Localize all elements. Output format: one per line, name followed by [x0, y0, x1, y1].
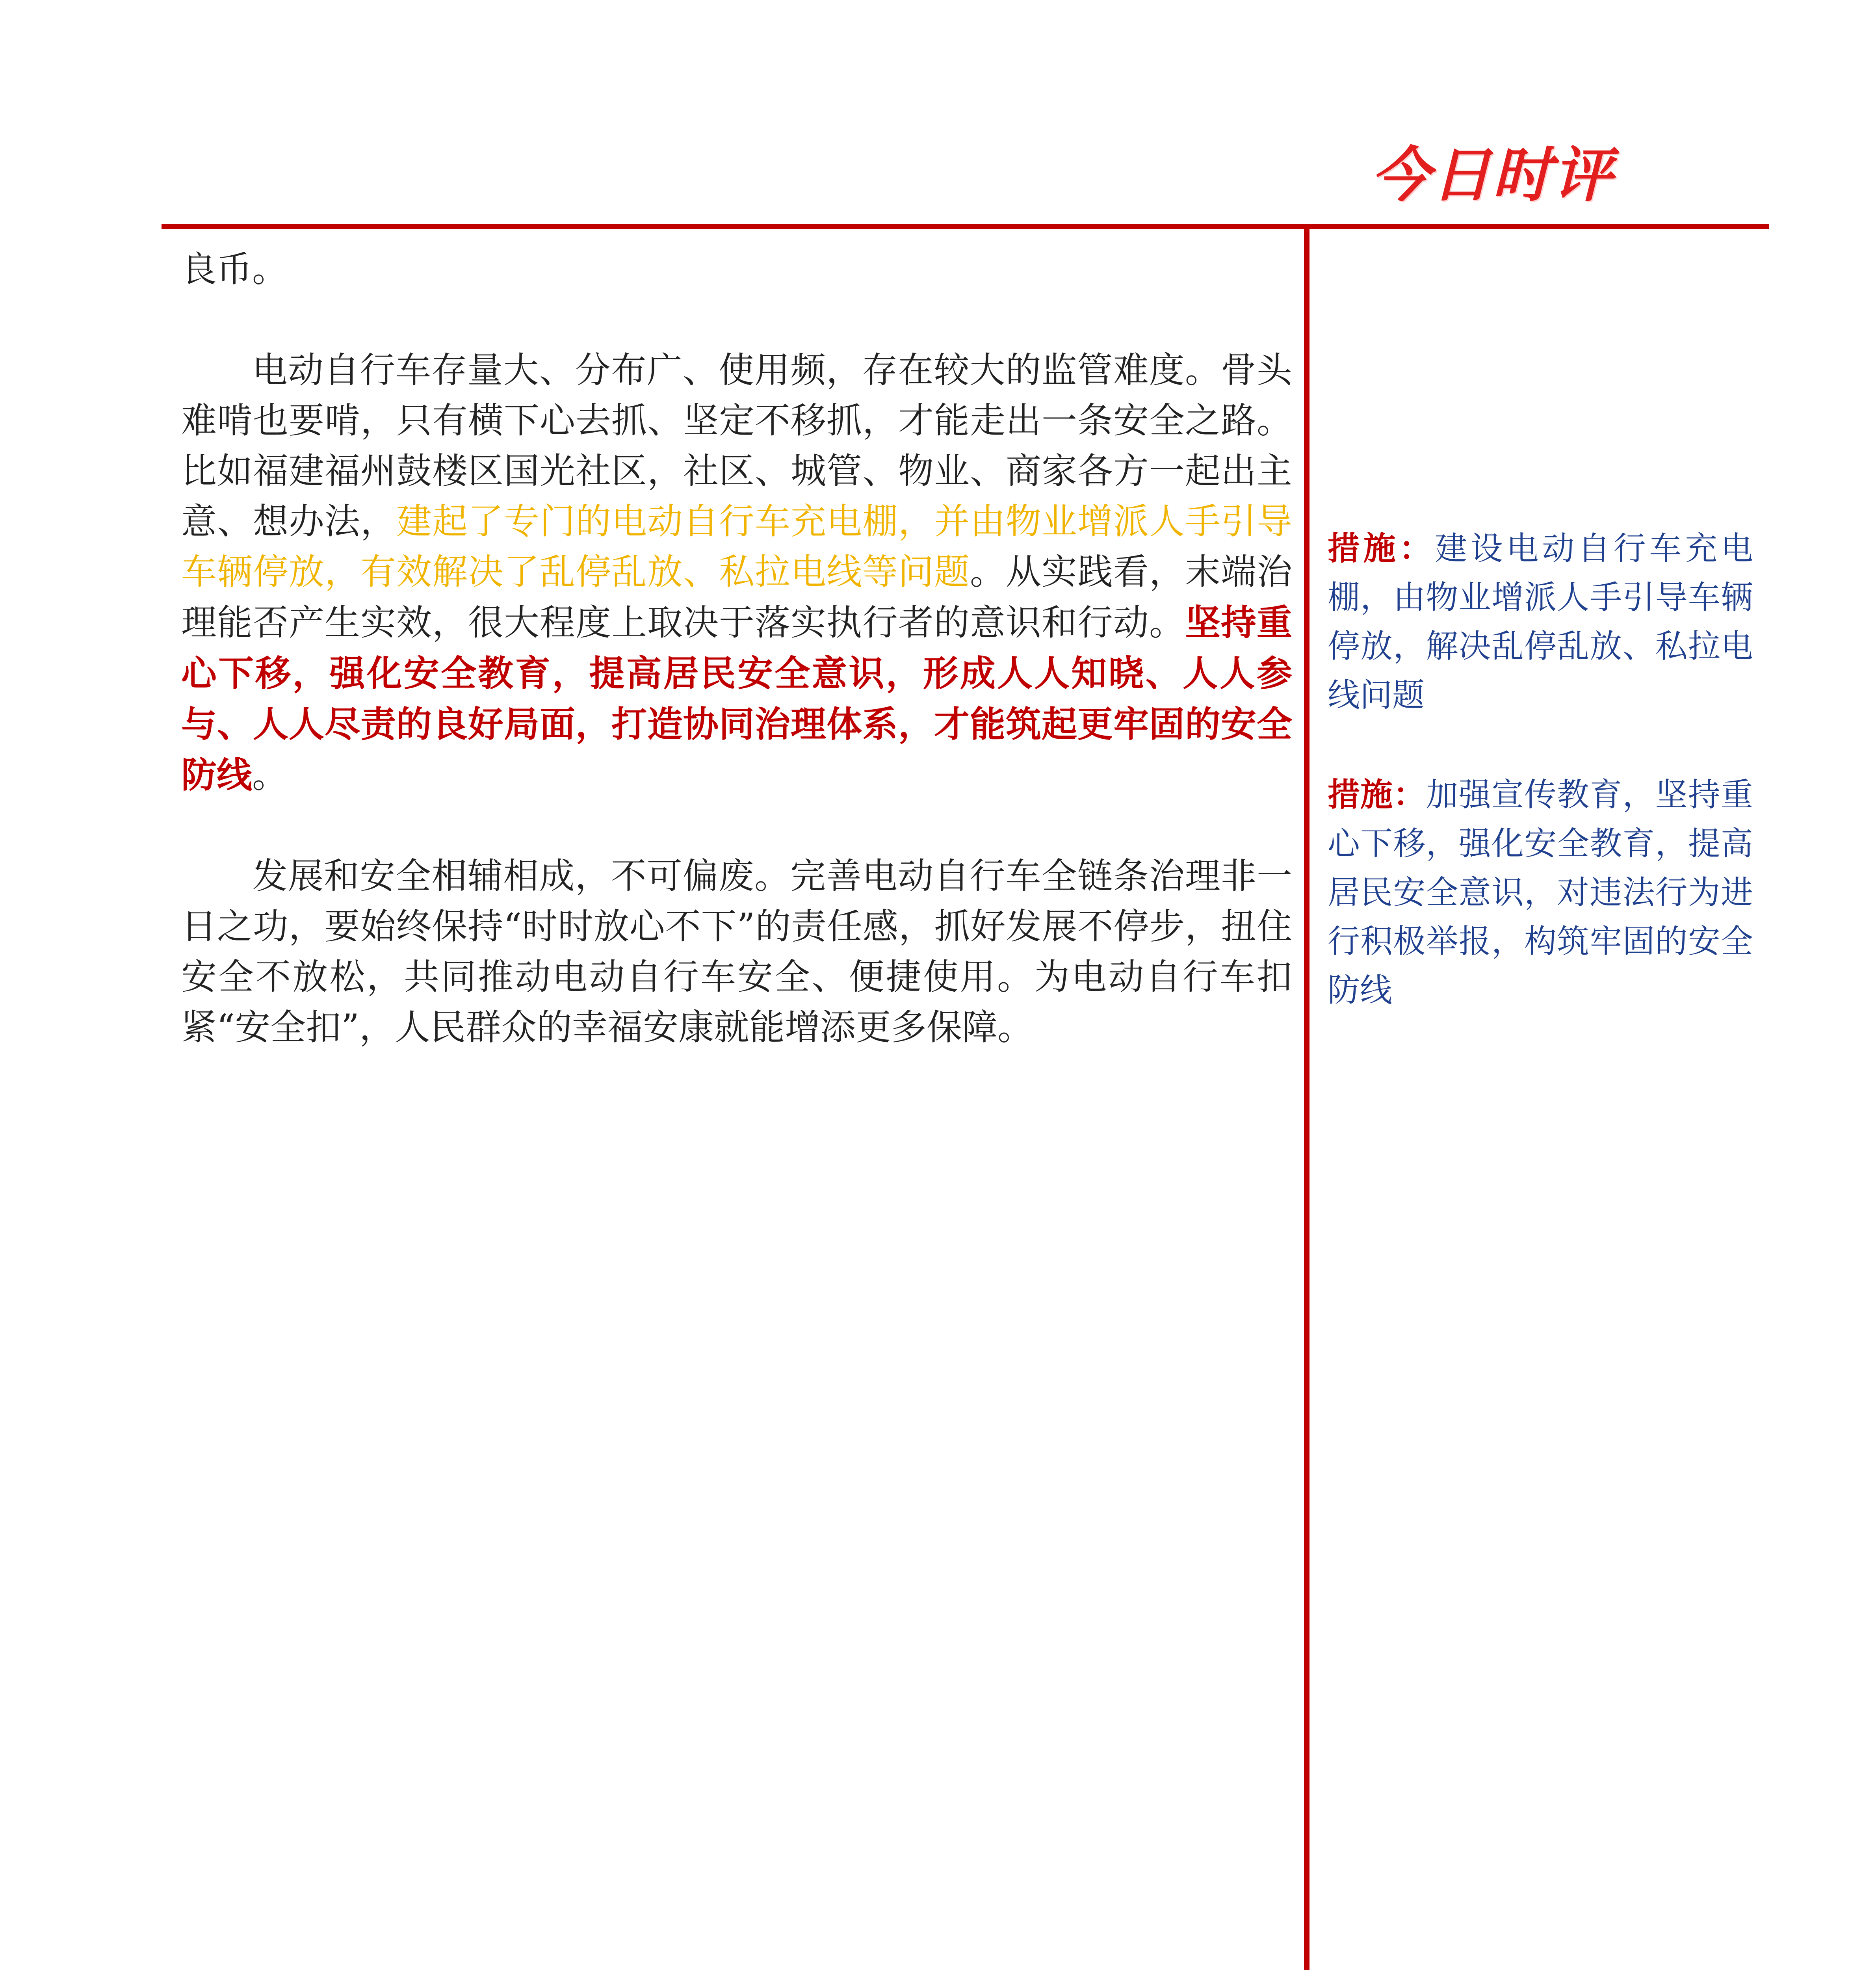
paragraph-2-text-a: 电动自行车存量大、分布广、使用频，存在较大的监管难度。骨头难啃也要啃，只有横下心去抓、坚定不移抓，才能走出一条安全之路。比如福建福州鼓楼区国光社区，社区、城管、物业、商家各方一起出主意、想办法， — [181, 349, 1292, 542]
article-body — [181, 244, 1292, 1103]
side-note-2-text: 加强宣传教育，坚持重心下移，强化安全教育，提高居民安全意识，对违法行为进行积极举报，构筑牢固的安全防线 — [1328, 776, 1753, 1009]
side-note-1-text: 建设电动自行车充电棚，由物业增派人手引导车辆停放，解决乱停乱放、私拉电线问题 — [1328, 530, 1753, 714]
highlight-yellow-text: 建起了专门的电动自行车充电棚，并由物业增派人手引导车辆停放，有效解决了乱停乱放、私拉电线等问题 — [181, 501, 1292, 593]
side-note-1-label: 措施： — [1328, 530, 1435, 567]
header-logo: 今日时评 — [1371, 141, 1614, 210]
side-note-1 — [1328, 524, 1753, 720]
highlight-red-text: 坚持重心下移，强化安全教育，提高居民安全意识，形成人人知晓、人人参与、人人尽责的良好局面，打造协同治理体系，才能筑起更牢固的安全防线 — [181, 602, 1292, 796]
paragraph-2-text-c: 。 — [252, 755, 288, 796]
header-divider — [162, 224, 1769, 229]
paragraph-3: 发展和安全相辅相成，不可偏废。完善电动自行车全链条治理非一日之功，要始终保持“时时放心不下”的责任感，抓好发展不停步，扭住安全不放松，共同推动电动自行车安全、便捷使用。为电动自行车扣紧“安全扣”，人民群众的幸福安康就能增添更多保障。 — [181, 855, 1292, 1048]
side-note-2 — [1328, 770, 1753, 1015]
column-divider — [1304, 229, 1309, 1970]
paragraph-2 — [181, 345, 1292, 801]
side-note-2-label: 措施： — [1328, 776, 1426, 814]
paragraph-2-text-b: 。从实践看，末端治理能否产生实效，很大程度上取决于落实执行者的意识和行动。 — [181, 551, 1292, 643]
paragraph-1: 良币。 — [181, 249, 288, 290]
